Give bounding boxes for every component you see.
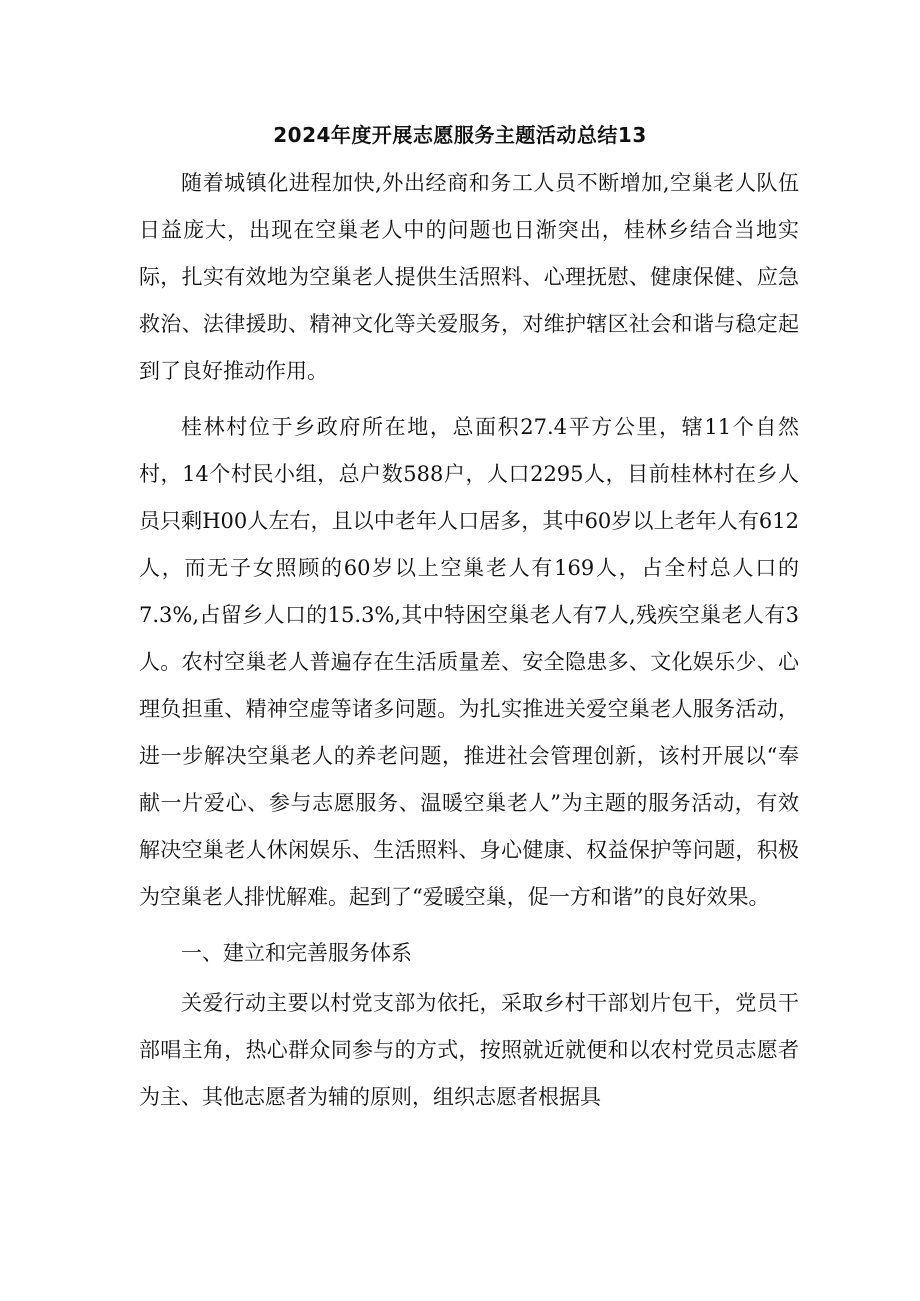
paragraph-intro: 随着城镇化进程加快,外出经商和务工人员不断增加,空巢老人队伍日益庞大，出现在空巢老人中的问题也日渐突出，桂林乡结合当地实际，扎实有效地为空巢老人提供生活照料、心理抚慰、健康保健、应急救治、法律援助、精神文化等关爱服务，对维护辖区社会和谐与稳定起到了良好推动作用。 [139,171,799,383]
paragraph-care-action: 关爱行动主要以村党支部为依托，采取乡村干部划片包干，党员干部唱主角，热心群众同参与的方式，按照就近就便和以农村党员志愿者为主、其他志愿者为辅的原则，组织志愿者根据具 [139,991,799,1109]
document-title: 2024年度开展志愿服务主题活动总结13 [273,123,647,147]
document-body [139,160,799,1121]
paragraph-village-overview: 桂林村位于乡政府所在地，总面积27.4平方公里，辖11个自然村，14个村民小组，总户数588户，人口2295人，目前桂林村在乡人员只剩H00人左右，且以中老年人口居多，其中60岁以上老年人有612人，而无子女照顾的60岁以上空巢老人有169人，占全村总人口的7.3%,占留乡人口的15.3%,其中特困空巢老人有7人,残疾空巢老人有3人。农村空巢老人普遍存在生活质量差、安全隐患多、文化娱乐少、心理负担重、精神空虚等诸多问题。为扎实推进关爱空巢老人服务活动，进一步解决空巢老人的养老问题，推进社会管理创新，该村开展以“奉献一片爱心、参与志愿服务、温暖空巢老人”为主题的服务活动，有效解决空巢老人休闲娱乐、生活照料、身心健康、权益保护等问题，积极为空巢老人排忧解难。起到了“爱暖空巢，促一方和谐”的良好效果。 [139,415,799,909]
section-heading-1: 一、建立和完善服务体系 [181,941,412,965]
